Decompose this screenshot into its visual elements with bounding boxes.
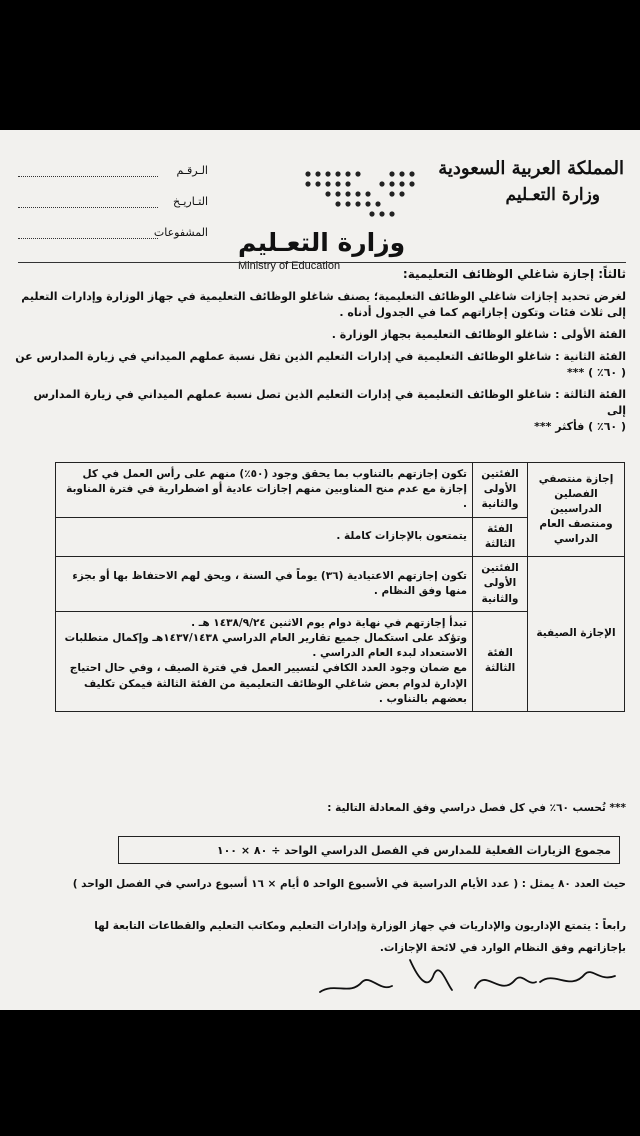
category-cell: الفئتين الأولى والثانية: [473, 557, 528, 612]
rule-cell: تكون إجازتهم الاعتيادية (٣٦) يوماً في السنة ، ويحق لهم الاحتفاظ بها أو بجزء منها وفق النظام .: [56, 557, 473, 612]
rule-line: وتؤكد على استكمال جميع تقارير العام الدراسي ١٤٣٧/١٤٣٨هـ وإكمال متطلبات الاستعداد لبدء العام الدراسي .: [64, 631, 467, 660]
field-dotted-line: [18, 173, 158, 177]
leave-type-cell: الإجازة الصيفية: [528, 557, 625, 712]
intro-line: لغرض تحديد إجازات شاغلي الوظائف التعليمية؛ يصنف شاغلو الوظائف التعليمية في جهاز الوزارة وإدارات التعليم: [21, 290, 626, 304]
field-date: [18, 195, 208, 208]
field-label: التـاريـخ: [173, 195, 208, 208]
formula-explanation: حيث العدد ٨٠ يمثل : ( عدد الأيام الدراسية في الأسبوع الواحد ٥ أيام × ١٦ أسبوع دراسي في الفصل الواحد ): [72, 878, 626, 890]
category-2: الفئة الثانية : شاغلو الوظائف التعليمية في إدارات التعليم الذين تقل نسبة عملهم الميداني في زيارة المدارس عن: [15, 350, 626, 364]
category-cell: الفئة الثالثة: [473, 611, 528, 711]
leave-type-cell: إجازة منتصفي الفصلين الدراسيين ومنتصف العام الدراسي: [528, 463, 625, 557]
rule-line: مع ضمان وجود العدد الكافي لتسيير العمل في فترة الصيف ، وفي حال احتياج الإدارة لدوام بعض شاغلي الوظائف التعليمية من الفئة الثالثة فيمكن تكليف بعضهم بالتناوب .: [69, 662, 467, 705]
document-body: [14, 266, 626, 441]
formula-note: *** تُحسب ٦٠٪ في كل فصل دراسي وفق المعادلة التالية :: [327, 802, 626, 814]
document-page: [0, 130, 640, 1010]
formula-box: [118, 836, 620, 864]
field-attachments: [18, 226, 208, 239]
section-four-line: رابعاً : يتمتع الإداريون والإداريات في جهاز الوزارة وإدارات التعليم ومكاتب التعليم والقطاعات التابعة لها: [94, 920, 626, 932]
category-2-cont: ( ٦٠٪ ) ***: [567, 366, 626, 380]
signatures: [300, 952, 630, 1008]
field-label: المشفوعات: [153, 226, 208, 239]
formula-text: مجموع الزيارات الفعلية للمدارس في الفصل الدراسي الواحد ÷ ٨٠ × ١٠٠: [216, 843, 611, 857]
header-divider: [18, 262, 626, 263]
rule-cell: [56, 611, 473, 711]
leave-rules-table: [55, 462, 625, 712]
field-number: [18, 164, 208, 177]
rule-cell: يتمتعون بالإجازات كاملة .: [56, 517, 473, 556]
field-label: الـرقـم: [176, 164, 208, 177]
rule-line: تبدأ إجازتهم في نهاية دوام يوم الاثنين ١٤٣٨/٩/٢٤ هـ .: [191, 616, 467, 629]
section-title: ثالثاً: إجازة شاغلي الوظائف التعليمية:: [402, 267, 626, 281]
category-3-cont: ( ٦٠٪ ) فأكثر ***: [534, 419, 626, 433]
category-1: الفئة الأولى : شاغلو الوظائف التعليمية بجهاز الوزارة .: [331, 328, 626, 342]
kingdom-name: المملكة العربية السعودية: [438, 158, 624, 179]
category-cell: الفئتين الأولى والثانية: [473, 463, 528, 518]
field-dotted-line: [18, 235, 158, 239]
logo-arabic-text: وزارة التعـليم: [238, 228, 406, 257]
logo-english-text: Ministry of Education: [238, 260, 341, 272]
ministry-logo: [232, 166, 432, 276]
ministry-name: وزارة التعـليم: [505, 185, 600, 205]
letterhead-ministry: [438, 158, 624, 205]
table-row: [56, 463, 625, 518]
logo-dots-icon: [232, 166, 432, 228]
section-four-line: بإجازاتهم وفق النظام الوارد في لائحة الإجازات.: [379, 942, 626, 954]
category-cell: الفئة الثالثة: [473, 517, 528, 556]
intro-line: إلى ثلاث فئات وتكون إجازاتهم كما في الجدول أدناه .: [339, 306, 626, 320]
reference-fields: [18, 164, 208, 257]
rule-cell: تكون إجازتهم بالتناوب بما يحقق وجود (٥٠٪) منهم على رأس العمل في كل إجازة مع عدم منح المناوبين منهم إجازات عادية أو اضطرارية في فترة المناوبة .: [56, 463, 473, 518]
table-row: [56, 557, 625, 612]
category-3: الفئة الثالثة : شاغلو الوظائف التعليمية في إدارات التعليم الذين تصل نسبة عملهم الميداني في زيارة المدارس إلى: [33, 388, 626, 418]
field-dotted-line: [18, 204, 158, 208]
